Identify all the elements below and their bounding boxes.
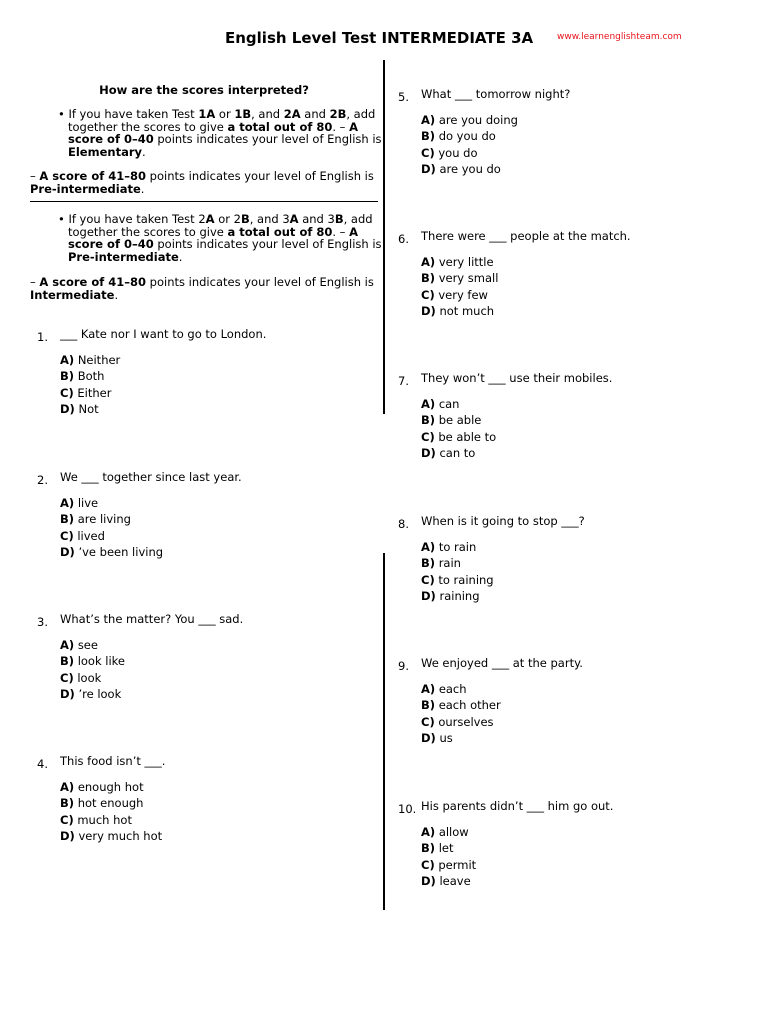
- answer-option-b[interactable]: B) each other: [421, 698, 501, 713]
- question-number: 8.: [398, 517, 409, 531]
- score-info-bullet-2: • If you have taken Test 2A or 2B, and 3A and 3B, add together the scores to give a total out of 80. – A score of 0–40 points indicates your level of English is Pre-intermediate.: [58, 212, 382, 264]
- answer-option-b[interactable]: B) Both: [60, 369, 105, 384]
- question-text: When is it going to stop ___?: [421, 514, 585, 528]
- answer-options: [60, 779, 162, 845]
- question-number: 1.: [37, 330, 48, 344]
- question-number: 7.: [398, 374, 409, 388]
- question-text: We enjoyed ___ at the party.: [421, 656, 583, 670]
- answer-option-b[interactable]: B) do you do: [421, 129, 496, 144]
- answer-option-a[interactable]: A) each: [421, 682, 467, 696]
- answer-option-c[interactable]: C) to raining: [421, 572, 494, 587]
- question-number: 10.: [398, 802, 417, 816]
- answer-option-a[interactable]: A) see: [60, 638, 98, 652]
- answer-option-d[interactable]: D) not much: [421, 304, 495, 319]
- answer-option-c[interactable]: C) look: [60, 670, 102, 685]
- answer-option-b[interactable]: B) are living: [60, 512, 131, 527]
- answer-option-b[interactable]: B) very small: [421, 271, 499, 286]
- answer-option-d[interactable]: D) raining: [421, 589, 480, 604]
- answer-option-d[interactable]: D) ’ve been living: [60, 545, 164, 560]
- answer-option-b[interactable]: B) hot enough: [60, 796, 144, 811]
- score-info-heading: How are the scores interpreted?: [99, 83, 309, 97]
- answer-options: [421, 254, 498, 320]
- answer-option-b[interactable]: B) let: [421, 841, 454, 856]
- answer-option-a[interactable]: A) are you doing: [421, 113, 518, 127]
- answer-option-d[interactable]: D) ’re look: [60, 687, 122, 702]
- answer-option-c[interactable]: C) Either: [60, 385, 112, 400]
- question-number: 4.: [37, 757, 48, 771]
- answer-option-a[interactable]: A) very little: [421, 255, 494, 269]
- answer-option-a[interactable]: A) can: [421, 397, 460, 411]
- answer-options: [421, 824, 476, 890]
- answer-option-c[interactable]: C) be able to: [421, 429, 497, 444]
- answer-options: [421, 112, 518, 178]
- answer-option-b[interactable]: B) be able: [421, 413, 482, 428]
- answer-option-d[interactable]: D) leave: [421, 874, 471, 889]
- answer-option-a[interactable]: A) allow: [421, 825, 469, 839]
- question-text: What’s the matter? You ___ sad.: [60, 612, 244, 626]
- page-title: English Level Test INTERMEDIATE 3A: [225, 29, 534, 47]
- section-divider: [30, 201, 378, 202]
- question-number: 9.: [398, 659, 409, 673]
- answer-options: [60, 495, 163, 561]
- answer-options: [60, 637, 125, 703]
- answer-option-d[interactable]: D) very much hot: [60, 829, 163, 844]
- question-text: His parents didn’t ___ him go out.: [421, 799, 614, 813]
- answer-option-c[interactable]: C) permit: [421, 857, 477, 872]
- score-info-bullet-1: • If you have taken Test 1A or 1B, and 2A and 2B, add together the scores to give a total out of 80. – A score of 0–40 points indicates your level of English is Elementary.: [58, 107, 382, 159]
- question-number: 5.: [398, 90, 409, 104]
- answer-options: [60, 352, 120, 418]
- question-number: 2.: [37, 473, 48, 487]
- question-number: 3.: [37, 615, 48, 629]
- question-text: What ___ tomorrow night?: [421, 87, 571, 101]
- answer-option-c[interactable]: C) you do: [421, 145, 478, 160]
- answer-option-c[interactable]: C) lived: [60, 528, 105, 543]
- answer-options: [421, 681, 501, 747]
- answer-option-a[interactable]: A) to rain: [421, 540, 477, 554]
- question-number: 6.: [398, 232, 409, 246]
- answer-option-d[interactable]: D) Not: [60, 402, 99, 417]
- score-info-note-2: – A score of 41–80 points indicates your level of English is Intermediate.: [30, 275, 374, 302]
- answer-option-d[interactable]: D) are you do: [421, 162, 501, 177]
- answer-option-a[interactable]: A) live: [60, 496, 99, 510]
- question-text: This food isn’t ___.: [60, 754, 166, 768]
- answer-option-b[interactable]: B) rain: [421, 556, 461, 571]
- answer-option-a[interactable]: A) enough hot: [60, 780, 144, 794]
- answer-option-c[interactable]: C) very few: [421, 287, 488, 302]
- answer-options: [421, 539, 494, 605]
- answer-option-b[interactable]: B) look like: [60, 654, 125, 669]
- question-text: There were ___ people at the match.: [421, 229, 631, 243]
- column-divider-bottom: [383, 553, 385, 910]
- answer-option-c[interactable]: C) ourselves: [421, 714, 494, 729]
- answer-option-d[interactable]: D) us: [421, 731, 453, 746]
- question-text: ___ Kate nor I want to go to London.: [60, 327, 267, 341]
- answer-option-d[interactable]: D) can to: [421, 446, 476, 461]
- score-info-note-1: – A score of 41–80 points indicates your level of English is Pre-intermediate.: [30, 169, 374, 196]
- answer-options: [421, 396, 496, 462]
- answer-option-a[interactable]: A) Neither: [60, 353, 121, 367]
- question-text: We ___ together since last year.: [60, 470, 242, 484]
- answer-option-c[interactable]: C) much hot: [60, 812, 132, 827]
- website-link[interactable]: www.learnenglishteam.com: [557, 32, 682, 42]
- question-text: They won’t ___ use their mobiles.: [421, 371, 613, 385]
